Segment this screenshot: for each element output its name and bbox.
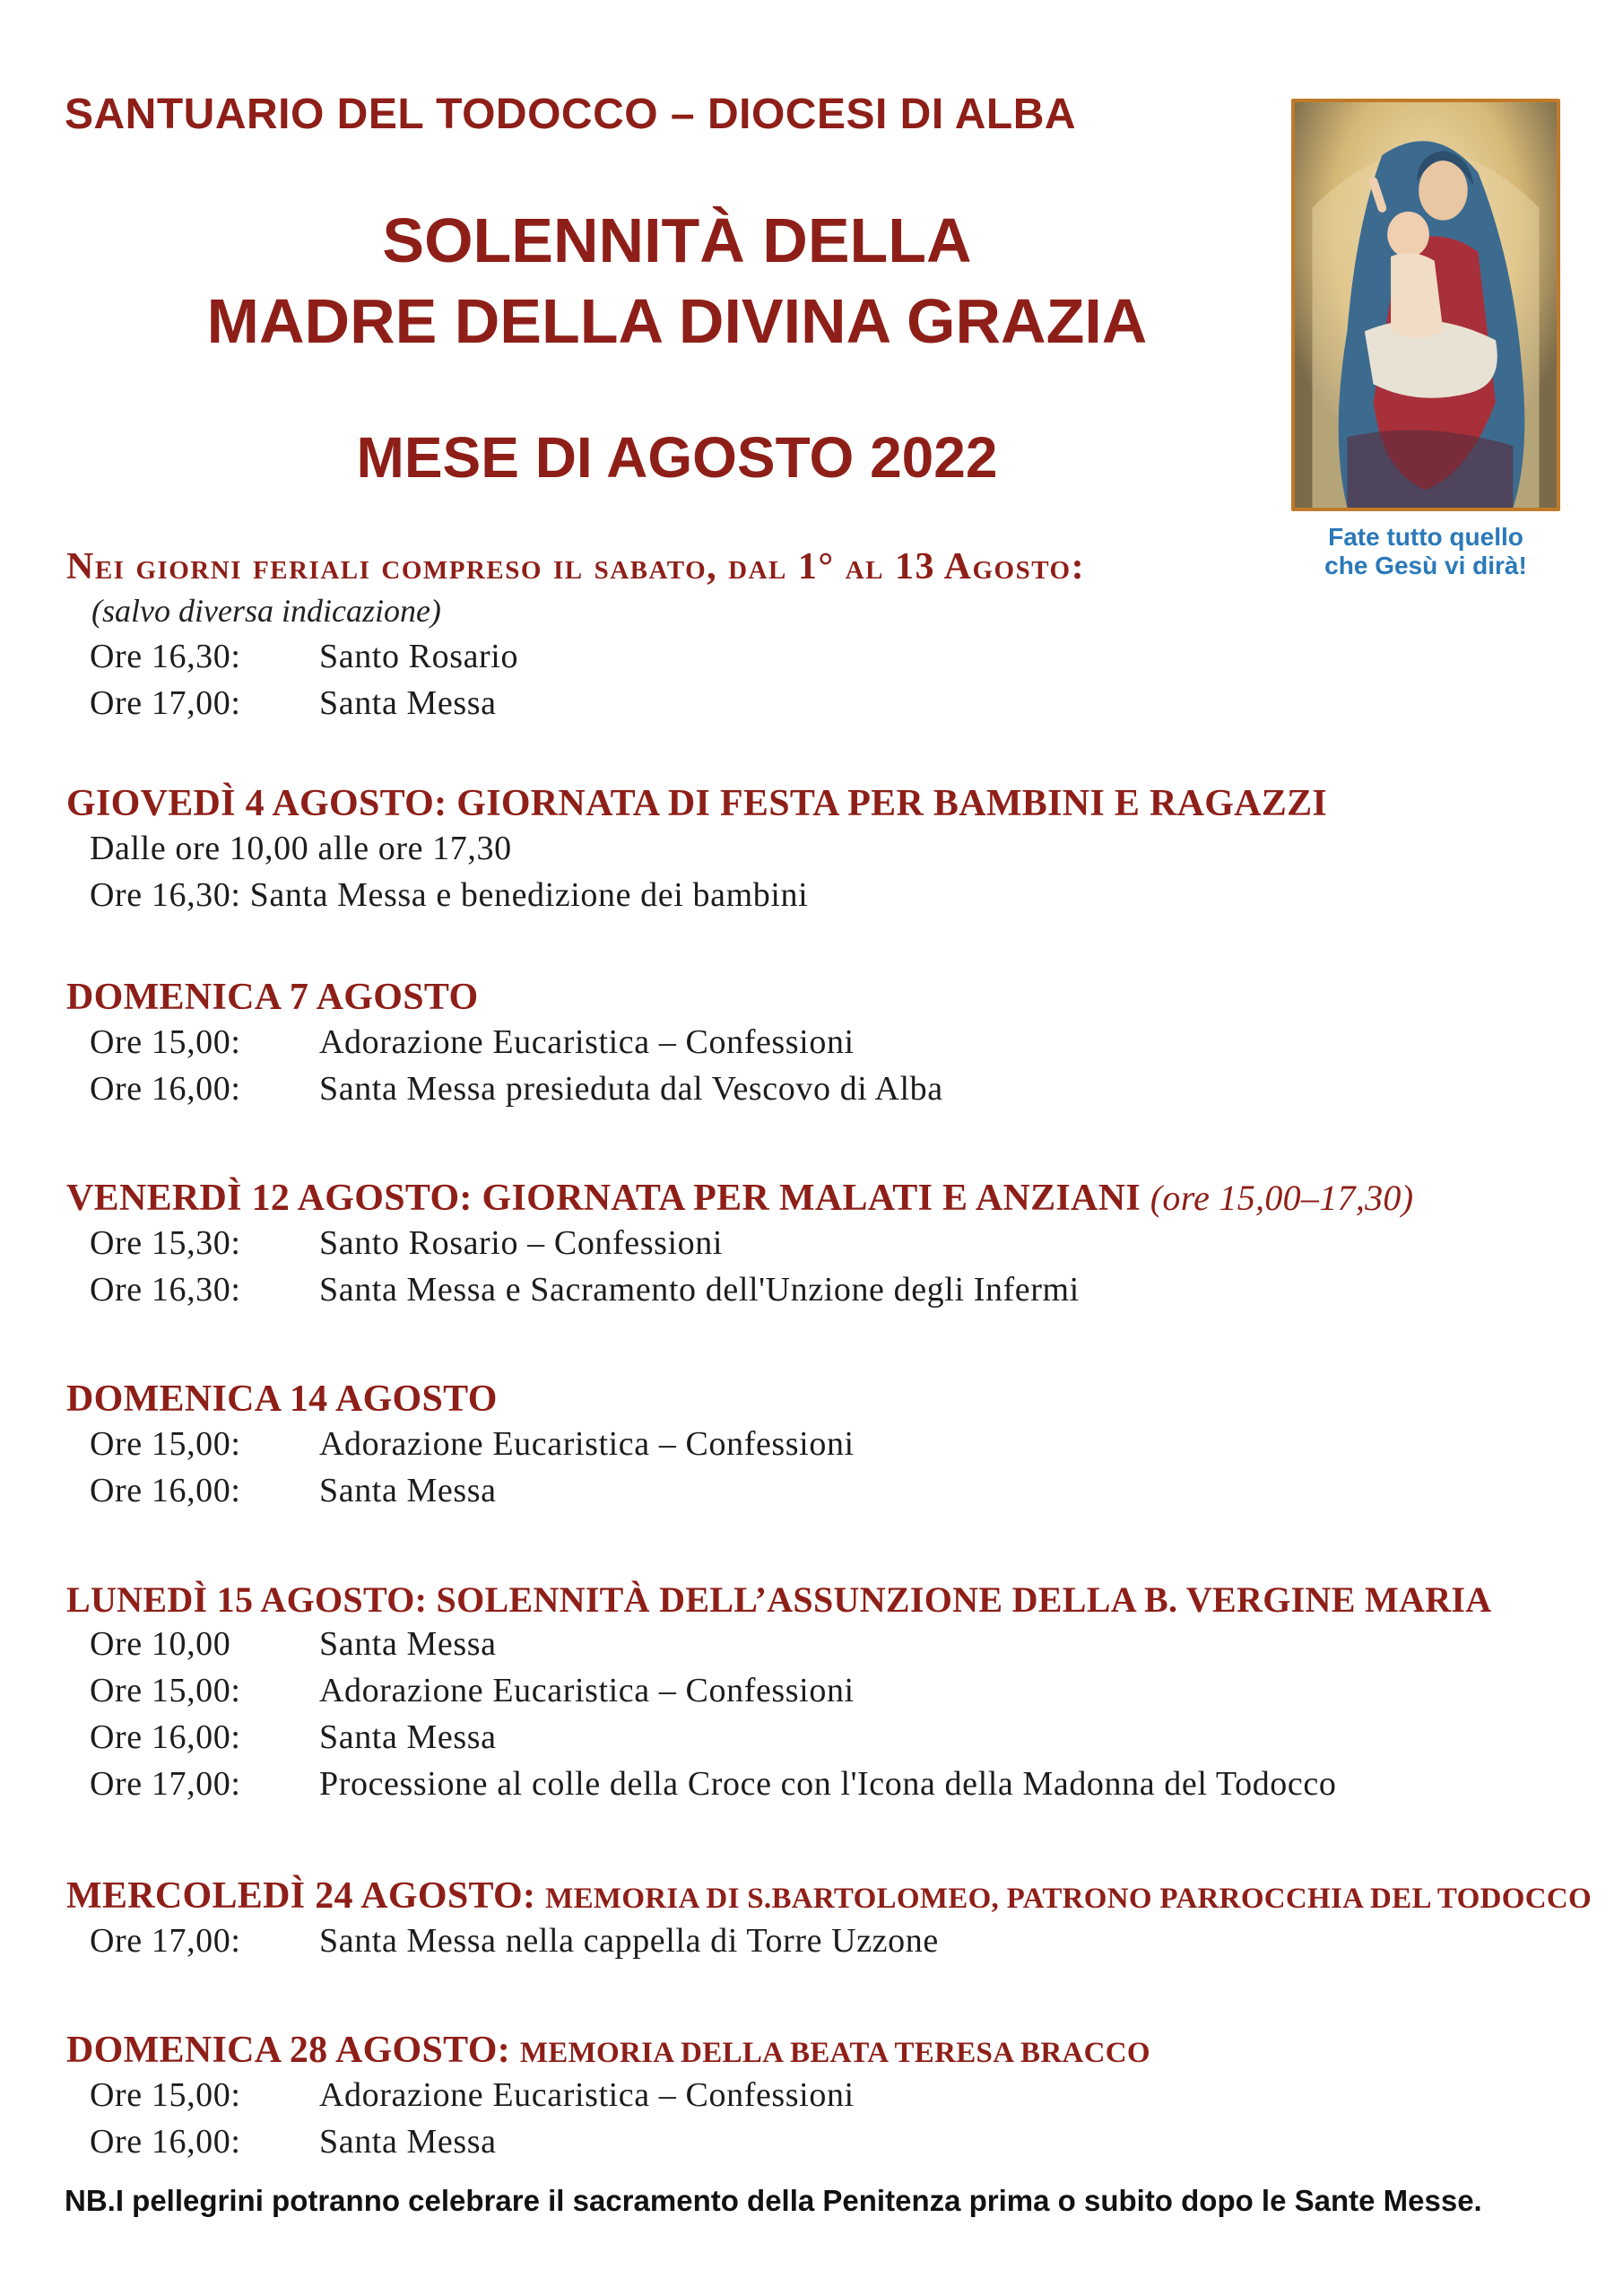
schedule-time: Ore 16,30: xyxy=(90,1271,241,1309)
section-heading-text: MERCOLEDÌ 24 AGOSTO: xyxy=(66,1875,536,1917)
section-heading-note: (ore 15,00–17,30) xyxy=(1150,1178,1414,1218)
section-heading: DOMENICA 7 AGOSTO xyxy=(66,977,479,1018)
section-heading: DOMENICA 14 AGOSTO xyxy=(66,1378,498,1420)
section-heading xyxy=(66,1874,1591,1918)
main-title-line-1: SOLENNITÀ DELLA xyxy=(382,205,972,275)
motto-line-1: Fate tutto quello xyxy=(1328,523,1523,551)
schedule-row xyxy=(90,1918,1591,1964)
schedule-description: Santo Rosario xyxy=(319,638,519,675)
footer-note: NB.I pellegrini potranno celebrare il sacramento della Penitenza prima o subito dopo le Sante Messe. xyxy=(65,2184,1482,2217)
schedule-time: Ore 15,00: xyxy=(90,1023,241,1061)
schedule-line: Dalle ore 10,00 alle ore 17,30 xyxy=(90,830,512,867)
section-heading-text: VENERDÌ 12 AGOSTO: GIORNATA PER MALATI E ANZIANI xyxy=(66,1178,1141,1219)
schedule-row xyxy=(90,1621,1591,1667)
schedule-description: Adorazione Eucaristica – Confessioni xyxy=(319,1672,855,1709)
madonna-icon-image xyxy=(1291,99,1560,511)
schedule-row xyxy=(90,680,1591,726)
organization-header: SANTUARIO DEL TODOCCO – DIOCESI DI ALBA xyxy=(65,91,1077,138)
schedule-row xyxy=(90,633,1591,680)
schedule-time: Ore 15,00: xyxy=(90,1425,241,1463)
schedule-description: Adorazione Eucaristica – Confessioni xyxy=(319,1425,855,1463)
section-mercoledi-24 xyxy=(66,1874,1591,1964)
schedule-row xyxy=(90,1467,1591,1514)
section-domenica-7 xyxy=(66,976,1591,1112)
schedule-description: Santo Rosario – Confessioni xyxy=(319,1224,724,1262)
schedule-time: Ore 15,30: xyxy=(90,1224,241,1262)
main-title-line-2: MADRE DELLA DIVINA GRAZIA xyxy=(206,286,1148,356)
schedule-time: Ore 16,00: xyxy=(90,2123,241,2161)
schedule-time: Ore 10,00 xyxy=(90,1625,231,1663)
section-giovedi-4 xyxy=(66,782,1591,918)
schedule-description: Santa Messa xyxy=(319,1472,497,1509)
schedule-time: Ore 16,00: xyxy=(90,1070,241,1108)
section-heading-subtitle: MEMORIA DI S.BARTOLOMEO, PATRONO PARROCCHIA DEL TODOCCO xyxy=(545,1883,1592,1915)
schedule-time: Ore 15,00: xyxy=(90,1672,241,1709)
schedule-description: Processione al colle della Croce con l'Icona della Madonna del Todocco xyxy=(319,1765,1337,1803)
month-title: MESE DI AGOSTO 2022 xyxy=(356,425,998,490)
section-heading xyxy=(66,1177,1591,1220)
section-heading-text: DOMENICA 28 AGOSTO: xyxy=(66,2030,510,2071)
schedule-row xyxy=(90,1019,1591,1065)
section-heading: LUNEDÌ 15 AGOSTO: SOLENNITÀ DELL’ASSUNZIONE DELLA B. VERGINE MARIA xyxy=(66,1579,1492,1620)
section-heading-subtitle: MEMORIA DELLA BEATA TERESA BRACCO xyxy=(519,2037,1150,2069)
schedule-row xyxy=(90,1421,1591,1467)
schedule-description: Santa Messa xyxy=(319,684,497,722)
section-note: (salvo diversa indicazione) xyxy=(91,593,441,629)
schedule-time: Ore 16,30: xyxy=(90,638,241,675)
schedule-row xyxy=(90,2072,1591,2118)
schedule-description: Adorazione Eucaristica – Confessioni xyxy=(319,2076,855,2114)
section-heading xyxy=(66,2029,1591,2072)
schedule-row xyxy=(90,2118,1591,2165)
section-feriali xyxy=(66,545,1591,726)
schedule-row xyxy=(90,1761,1591,1807)
section-heading: GIOVEDÌ 4 AGOSTO: GIORNATA DI FESTA PER BAMBINI E RAGAZZI xyxy=(66,783,1328,824)
schedule-time: Ore 17,00: xyxy=(90,1765,241,1803)
schedule-row xyxy=(90,1667,1591,1714)
schedule-description: Santa Messa xyxy=(319,1718,497,1756)
section-lunedi-15 xyxy=(66,1578,1591,1807)
schedule-description: Santa Messa xyxy=(319,2123,497,2161)
schedule-description: Santa Messa nella cappella di Torre Uzzone xyxy=(319,1922,939,1960)
schedule-time: Ore 15,00: xyxy=(90,2076,241,2114)
schedule-description: Santa Messa e Sacramento dell'Unzione degli Infermi xyxy=(319,1271,1080,1309)
schedule-row xyxy=(90,1266,1591,1313)
schedule-time: Ore 16,00: xyxy=(90,1718,241,1756)
schedule-time: Ore 17,00: xyxy=(90,684,241,722)
section-heading: Nei giorni feriali compreso il sabato, dal 1° al 13 Agosto: xyxy=(66,546,1086,587)
motto-line-2: che Gesù vi dirà! xyxy=(1324,552,1527,579)
schedule-row xyxy=(90,1714,1591,1761)
schedule-row xyxy=(90,1220,1591,1266)
schedule-description: Adorazione Eucaristica – Confessioni xyxy=(319,1023,855,1061)
section-venerdi-12 xyxy=(66,1177,1591,1313)
section-domenica-28 xyxy=(66,2029,1591,2165)
schedule-time: Ore 16,00: xyxy=(90,1472,241,1509)
schedule-row xyxy=(90,1065,1591,1112)
section-domenica-14 xyxy=(66,1378,1591,1514)
schedule-description: Santa Messa presieduta dal Vescovo di Alba xyxy=(319,1070,943,1108)
schedule-line: Ore 16,30: Santa Messa e benedizione dei bambini xyxy=(90,876,809,914)
schedule-description: Santa Messa xyxy=(319,1625,497,1663)
schedule-time: Ore 17,00: xyxy=(90,1922,241,1960)
